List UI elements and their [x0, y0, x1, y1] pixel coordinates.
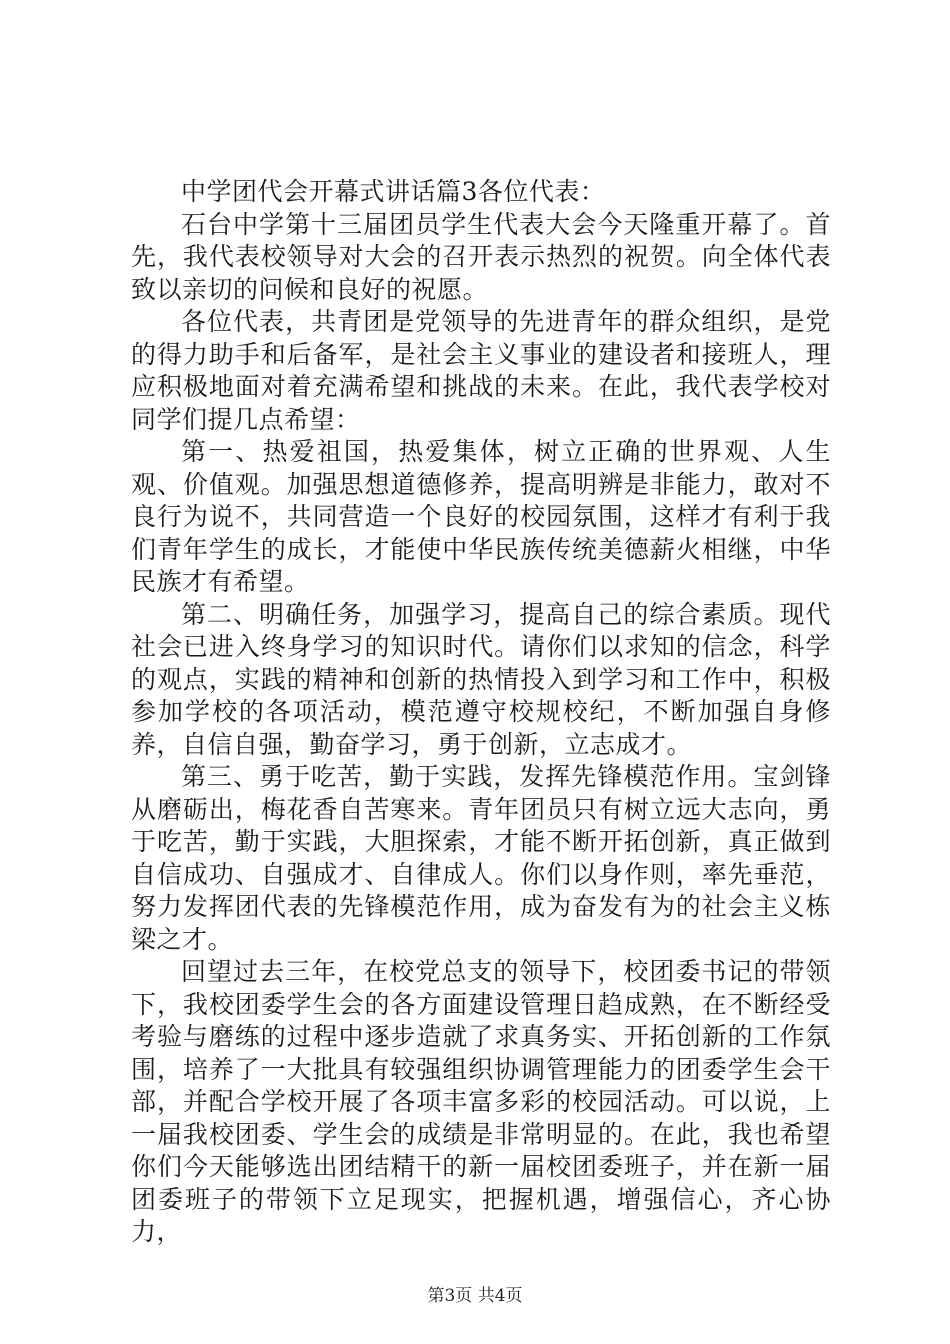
- paragraph-introduction: 各位代表，共青团是党领导的先进青年的群众组织，是党的得力助手和后备军，是社会主义事业的建设者和接班人，理应积极地面对着充满希望和挑战的未来。在此，我代表学校对同学们提几点希望：: [131, 307, 831, 434]
- paragraph-point-three: 第三、勇于吃苦，勤于实践，发挥先锋模范作用。宝剑锋从磨砺出，梅花香自苦寒来。青年团员只有树立远大志向，勇于吃苦，勤于实践，大胆探索，才能不断开拓创新，真正做到自信成功、自强成才、自律成人。你们以身作则，率先垂范，努力发挥团代表的先锋模范作用，成为奋发有为的社会主义栋梁之才。: [131, 762, 831, 954]
- paragraph-point-one: 第一、热爱祖国，热爱集体，树立正确的世界观、人生观、价值观。加强思想道德修养，提高明辨是非能力，敢对不良行为说不，共同营造一个良好的校园氛围，这样才有利于我们青年学生的成长，才能使中华民族传统美德薪火相继，中华民族才有希望。: [131, 437, 831, 596]
- paragraph-point-two: 第二、明确任务，加强学习，提高自己的综合素质。现代社会已进入终身学习的知识时代。请你们以求知的信念，科学的观点，实践的精神和创新的热情投入到学习和工作中，积极参加学校的各项活动，模范遵守校规校纪，不断加强自身修养，自信自强，勤奋学习，勇于创新，立志成才。: [131, 599, 831, 759]
- page-footer: 第3页 共4页: [427, 1286, 523, 1306]
- paragraph-opening: 石台中学第十三届团员学生代表大会今天隆重开幕了。首先，我代表校领导对大会的召开表示热烈的祝贺。向全体代表致以亲切的问候和良好的祝愿。: [131, 209, 831, 304]
- document-body: [131, 176, 831, 1249]
- paragraph-review: 回望过去三年，在校党总支的领导下，校团委书记的带领下，我校团委学生会的各方面建设管理日趋成熟，在不断经受考验与磨练的过程中逐步造就了求真务实、开拓创新的工作氛围，培养了一大批具有较强组织协调管理能力的团委学生会干部，并配合学校开展了各项丰富多彩的校园活动。可以说，上一届我校团委、学生会的成绩是非常明显的。在此，我也希望你们今天能够选出团结精干的新一届校团委班子，并在新一届团委班子的带领下立足现实，把握机遇，增强信心，齐心协力，: [131, 957, 831, 1246]
- paragraph-heading: 中学团代会开幕式讲话篇3各位代表：: [181, 177, 606, 206]
